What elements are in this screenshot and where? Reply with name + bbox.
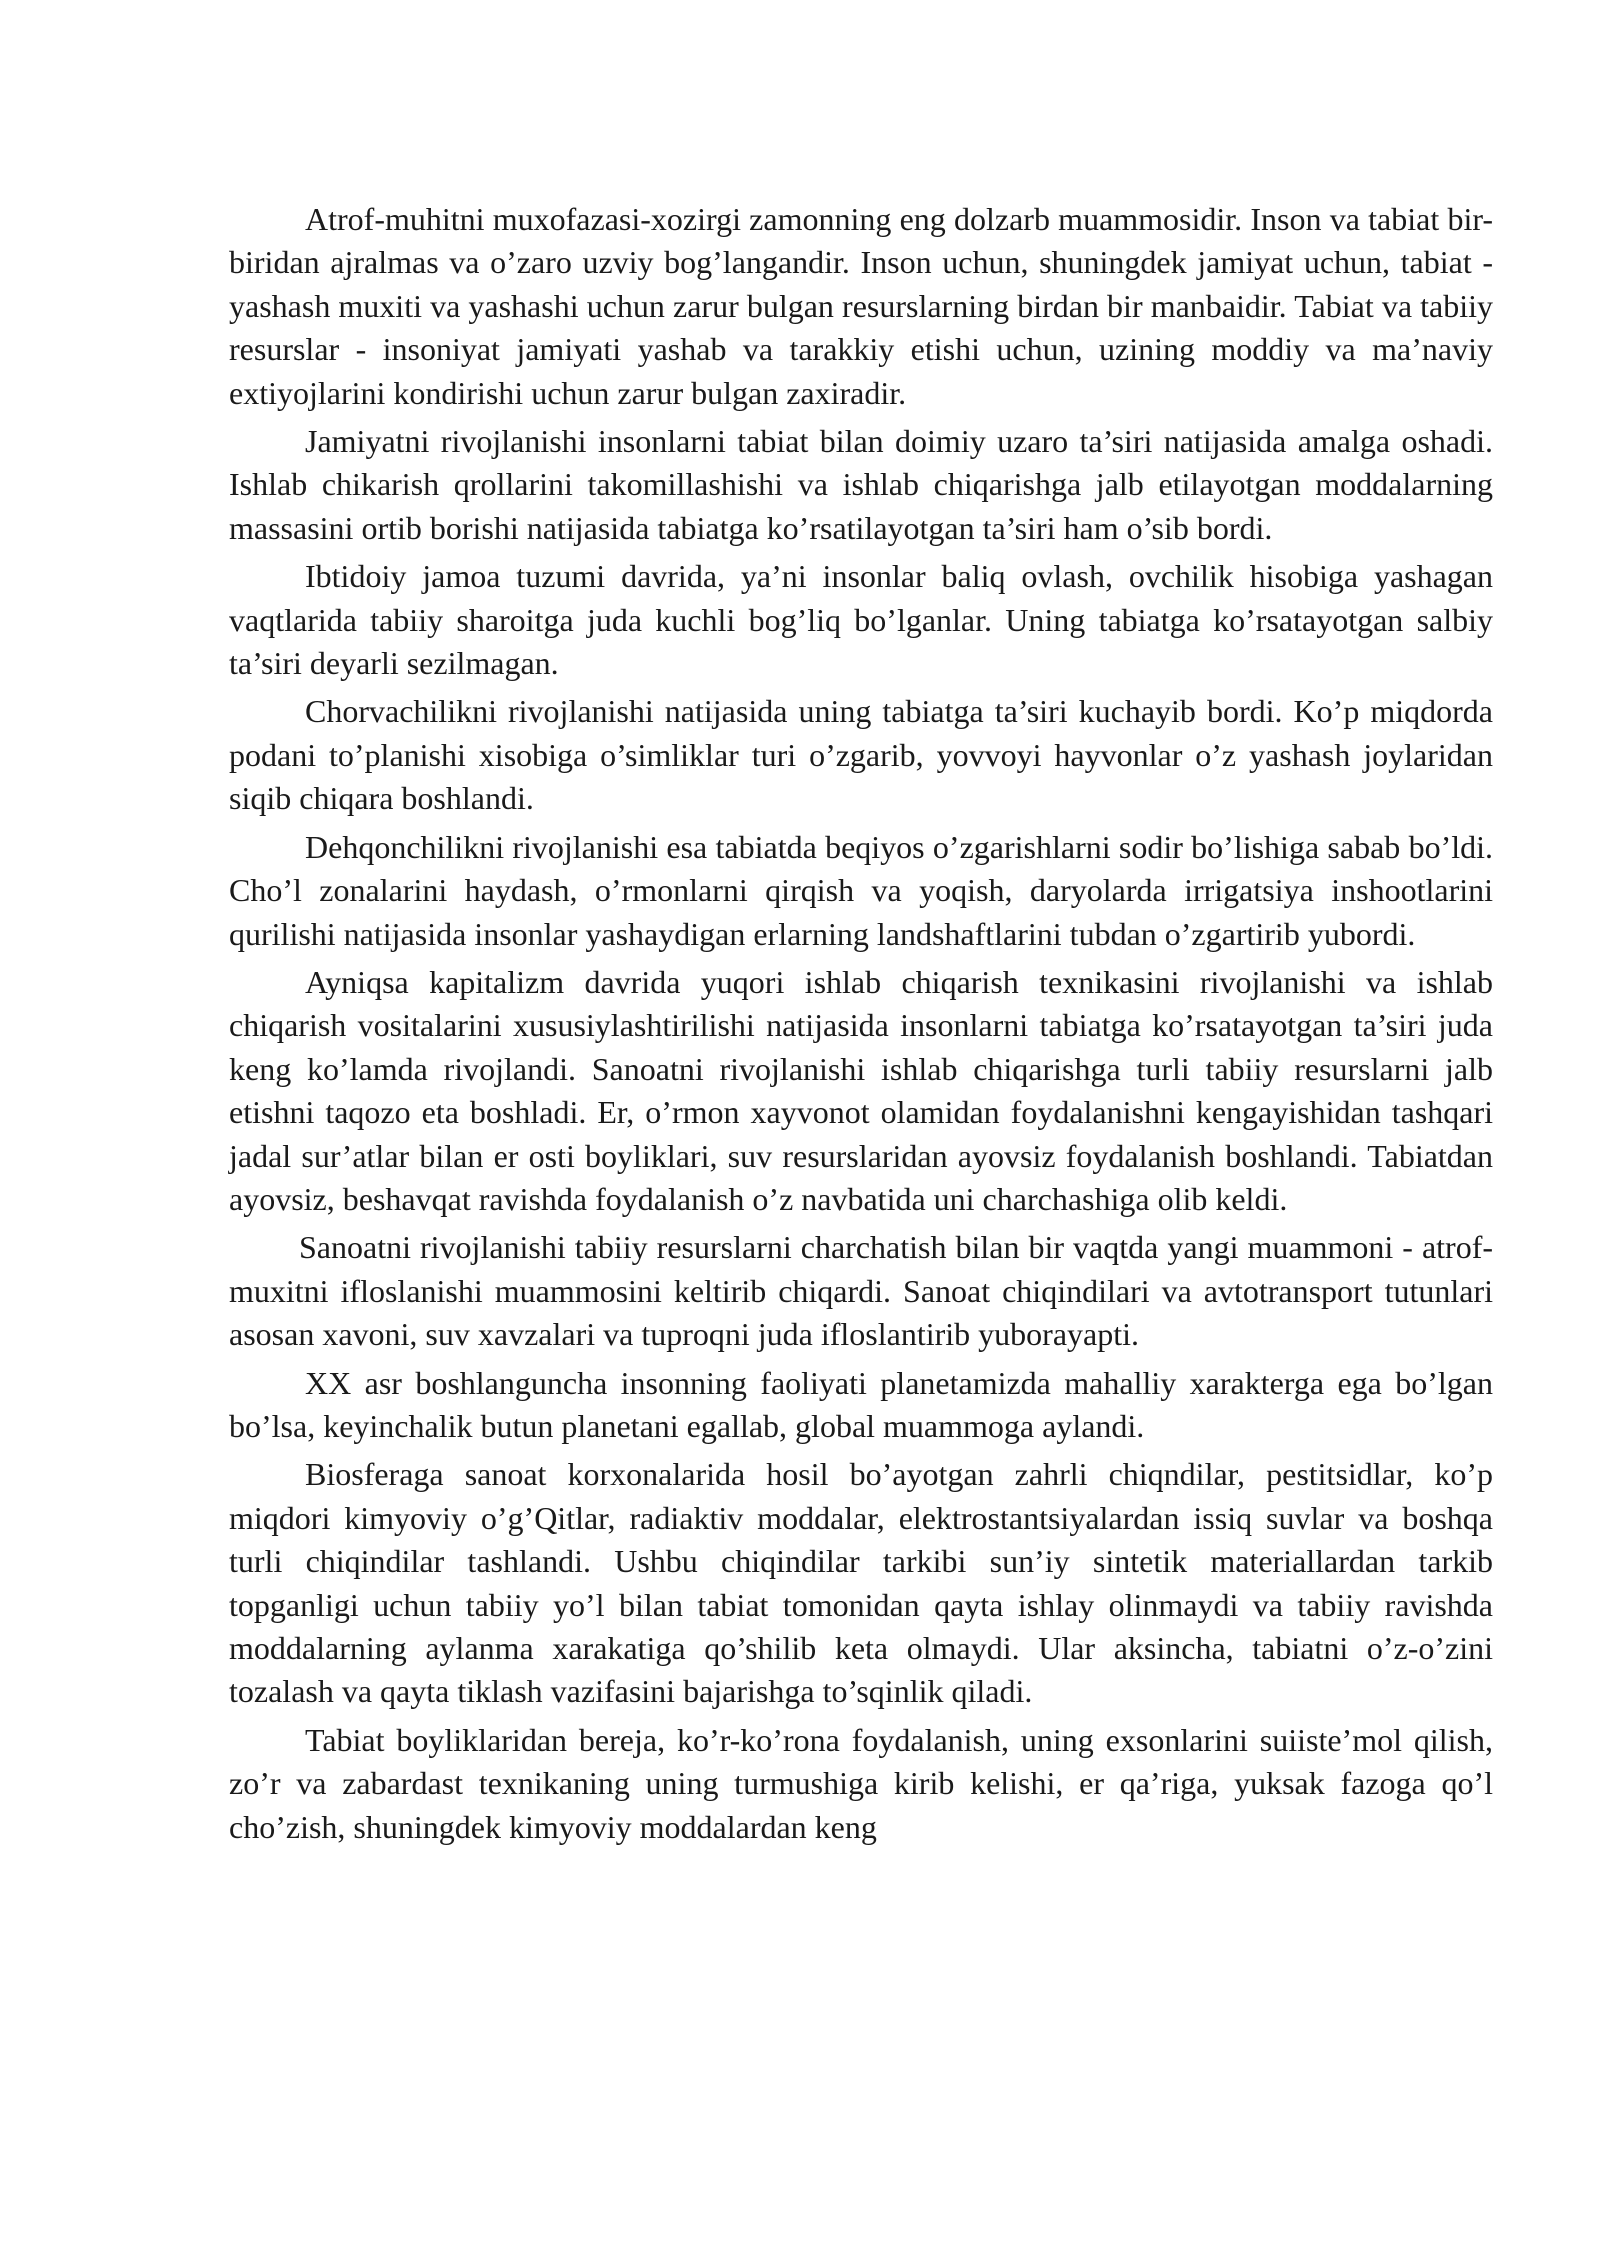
paragraph: Tabiat boyliklaridan bereja, ko’r-ko’rona foydalanish, uning exsonlarini suiiste’mol qilish, zo’r va zabardast texnikaning uning turmushiga kirib kelishi, er qa’riga, yuksak fazoga qo’l cho’zish, shuningdek kimyoviy moddalardan keng: [229, 1721, 1493, 1845]
paragraph: Ibtidoiy jamoa tuzumi davrida, ya’ni insonlar baliq ovlash, ovchilik hisobiga yashagan vaqtlarida tabiiy sharoitga juda kuchli bog’liq bo’lganlar. Uning tabiatga ko’rsatayotgan salbiy ta’siri deyarli sezilmagan.: [229, 558, 1493, 682]
paragraph: XX asr boshlanguncha insonning faoliyati planetamizda mahalliy xarakterga ega bo’lgan bo’lsa, keyinchalik butun planetani egallab, global muammoga aylandi.: [229, 1364, 1493, 1444]
paragraph: Ayniqsa kapitalizm davrida yuqori ishlab chiqarish texnikasini rivojlanishi va ishlab chiqarish vositalarini xususiylashtirilishi natijasida insonlarni tabiatga ko’rsatayotgan ta’siri juda keng ko’lamda rivojlandi. Sanoatni rivojlanishi ishlab chiqarishga turli tabiiy resurslarni jalb etishni taqozo eta boshladi. Er, o’rmon xayvonot olamidan foydalanishni kengayishidan tashqari jadal sur’atlar bilan er osti boyliklari, suv resurslaridan ayovsiz foydalanish boshlandi. Tabiatdan ayovsiz, beshavqat ravishda foydalanish o’z navbatida uni charchashiga olib keldi.: [229, 963, 1493, 1217]
paragraph: Atrof-muhitni muxofazasi-xozirgi zamonning eng dolzarb muammosidir. Inson va tabiat bir-biridan ajralmas va o’zaro uzviy bog’langandir. Inson uchun, shuningdek jamiyat uchun, tabiat - yashash muxiti va yashashi uchun zarur bulgan resurslarning birdan bir manbaidir. Tabiat va tabiiy resurslar - insoniyat jamiyati yashab va tarakkiy etishi uchun, uzining moddiy va ma’naviy extiyojlarini kondirishi uchun zarur bulgan zaxiradir.: [229, 201, 1493, 411]
paragraph: Dehqonchilikni rivojlanishi esa tabiatda beqiyos o’zgarishlarni sodir bo’lishiga sabab bo’ldi. Cho’l zonalarini haydash, o’rmonlarni qirqish va yoqish, daryolarda irrigatsiya inshootlarini qurilishi natijasida insonlar yashaydigan erlarning landshaftlarini tubdan o’zgartirib yubordi.: [229, 828, 1493, 952]
paragraph: Chorvachilikni rivojlanishi natijasida uning tabiatga ta’siri kuchayib bordi. Ko’p miqdorda podani to’planishi xisobiga o’simliklar turi o’zgarib, yovvoyi hayvonlar o’z yashash joylaridan siqib chiqara boshlandi.: [229, 693, 1493, 817]
body-text: [229, 198, 1493, 1854]
paragraph: Jamiyatni rivojlanishi insonlarni tabiat bilan doimiy uzaro ta’siri natijasida amalga oshadi. Ishlab chikarish qrollarini takomillashishi va ishlab chiqarishga jalb etilayotgan moddalarning massasini ortib borishi natijasida tabiatga ko’rsatilayotgan ta’siri ham o’sib bordi.: [229, 423, 1493, 546]
paragraph: Sanoatni rivojlanishi tabiiy resurslarni charchatish bilan bir vaqtda yangi muammoni - atrof- muxitni ifloslanishi muammosini keltirib chiqardi. Sanoat chiqindilari va avtotransport tutunlari asosan xavoni, suv xavzalari va tuproqni juda ifloslantirib yuborayapti.: [229, 1229, 1493, 1353]
paragraph: Biosferaga sanoat korxonalarida hosil bo’ayotgan zahrli chiqndilar, pestitsidlar, ko’p miqdori kimyoviy o’g’Qitlar, radiaktiv moddalar, elektrostantsiyalardan issiq suvlar va boshqa turli chiqindilar tashlandi. Ushbu chiqindilar tarkibi sun’iy sintetik materiallardan tarkib topganligi uchun tabiiy yo’l bilan tabiat tomonidan qayta ishlay olinmaydi va tabiiy ravishda moddalarning aylanma xarakatiga qo’shilib keta olmaydi. Ular aksincha, tabiatni o’z-o’zini tozalash va qayta tiklash vazifasini bajarishga to’sqinlik qiladi.: [229, 1456, 1493, 1710]
